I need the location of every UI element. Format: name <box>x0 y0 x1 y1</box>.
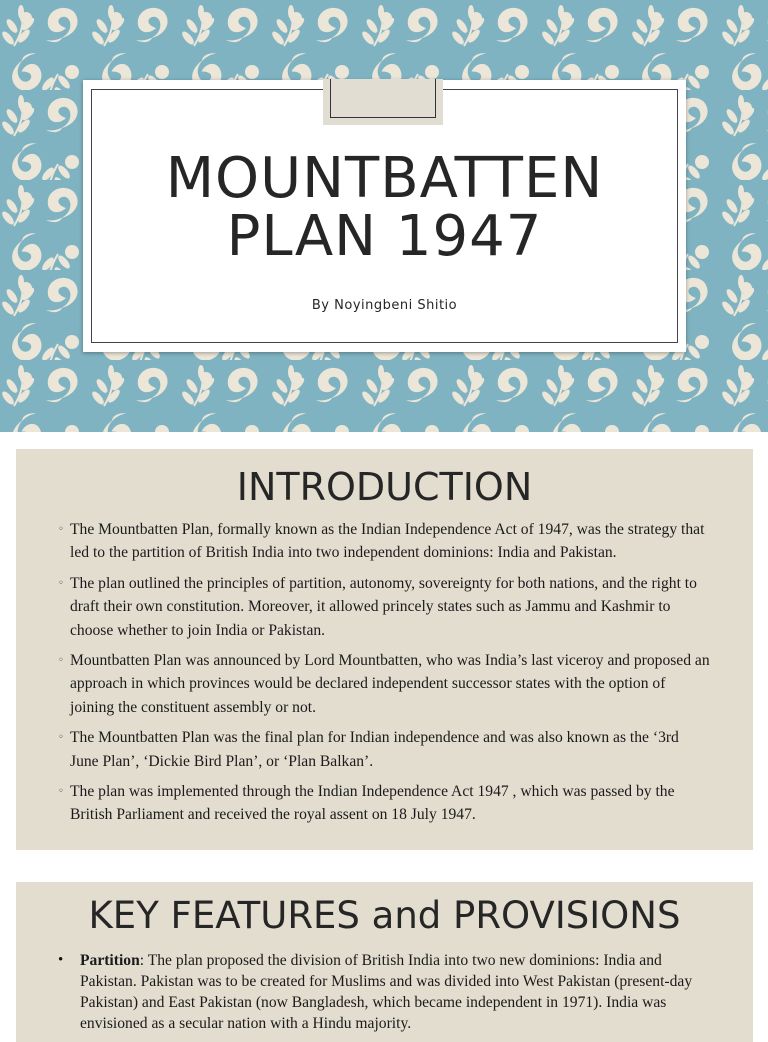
list-item: • Partition: The plan proposed the division of British India into two new dominions: India and Pakistan. Pakistan was to be created for Muslims and was divided into West Pakistan (present-day Pakistan) and East Pakistan (now Bangladesh, which became independent in 1971). India was envisioned as a secular nation with a Hindu majority. <box>58 952 693 1032</box>
bullet-marker: ◦ <box>58 786 64 798</box>
bullet-marker: ◦ <box>58 732 64 744</box>
features-bullet-list <box>60 950 700 1034</box>
list-item: ◦ The Mountbatten Plan was the final plan for Indian independence and was also known as the ‘3rd June Plan’, ‘Dickie Bird Plan’, or ‘Plan Balkan’. <box>60 726 710 773</box>
key-features-slide <box>16 882 753 1042</box>
presentation-title: MOUNTBATTEN PLAN 1947 <box>165 146 604 269</box>
list-item: ◦ The plan outlined the principles of partition, autonomy, sovereignty for both nations, and the right to draft their own constitution. Moreover, it allowed princely states such as Jammu and Kashmir to choose whether to join India or Pakistan. <box>60 572 710 642</box>
title-card-tab <box>323 79 443 125</box>
list-item: ◦ The plan was implemented through the Indian Independence Act 1947 , which was passed by the British Parliament and received the royal assent on 18 July 1947. <box>60 780 710 827</box>
list-item: ◦ The Mountbatten Plan, formally known as the Indian Independence Act of 1947, was the strategy that led to the partition of British India into two independent dominions: India and Pakistan. <box>60 518 710 565</box>
slide-heading: INTRODUCTION <box>236 465 533 509</box>
author-byline: By Noyingbeni Shitio <box>311 298 458 313</box>
bullet-marker: • <box>58 952 64 968</box>
bullet-marker: ◦ <box>58 524 64 535</box>
introduction-slide <box>16 449 753 850</box>
slide-heading: KEY FEATURES and PROVISIONS <box>88 894 681 937</box>
title-card <box>83 80 686 352</box>
title-slide <box>0 0 768 432</box>
bullet-marker: ◦ <box>58 655 64 667</box>
feature-term: Partition <box>80 952 140 969</box>
bullet-marker: ◦ <box>58 577 64 589</box>
list-item: ◦ Mountbatten Plan was announced by Lord Mountbatten, who was India’s last viceroy and proposed an approach in which provinces would be declared independent successor states with the option of joining the constituent assembly or not. <box>60 649 710 719</box>
intro-bullet-list <box>60 518 710 834</box>
